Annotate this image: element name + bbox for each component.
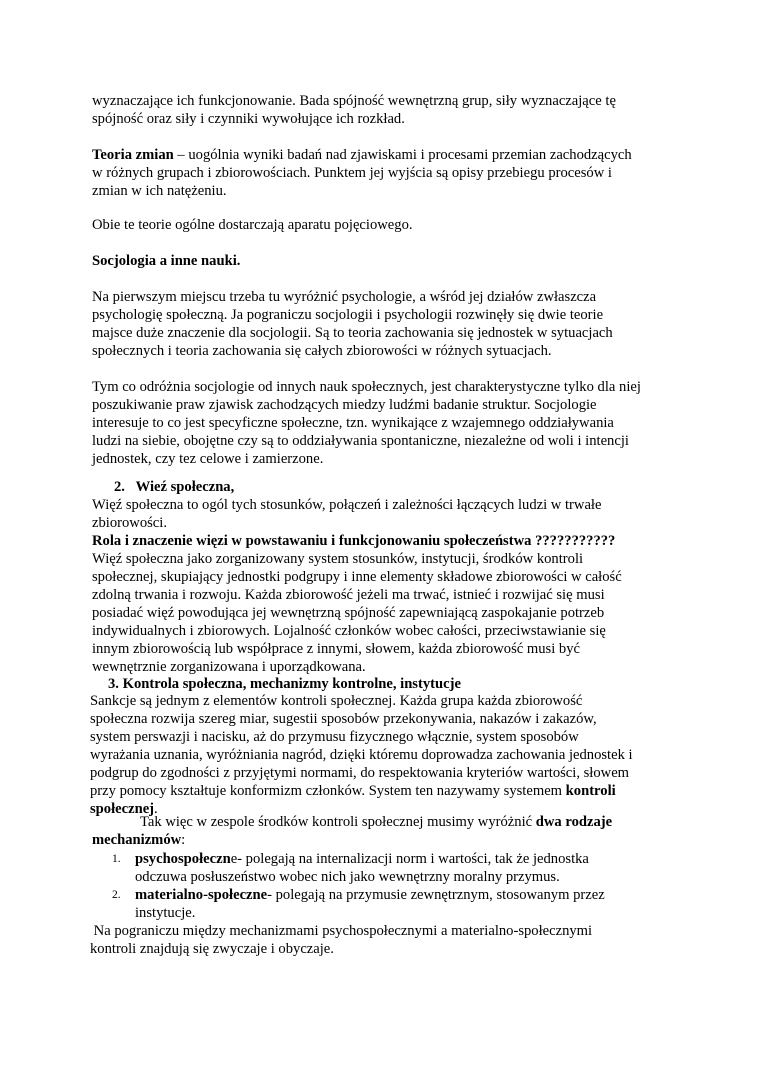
paragraph-sanctions xyxy=(90,692,675,818)
paragraph-two-mechanisms xyxy=(92,813,672,849)
text-line: system perswazji i nacisku, aż do przymusu fizycznego włącznie, system sposobów xyxy=(90,729,579,745)
term-dwa-rodzaje: dwa rodzaje xyxy=(535,814,613,830)
list-number: 1. xyxy=(112,853,121,865)
text-line: Tym co odróżnia socjologie od innych nauk społecznych, jest charakterystyczne tylko dla niej xyxy=(92,379,641,395)
text-line: wyznaczające ich funkcjonowanie. Bada spójność wewnętrzną grup, siły wyznaczające tę xyxy=(92,93,616,109)
text-line: wyrażania uznania, wyróżniania nagród, dzięki któremu doprowadza zachowania jednostek i xyxy=(90,747,633,763)
paragraph-group-cohesion xyxy=(92,92,672,128)
section-heading: Socjologia a inne nauki. xyxy=(92,253,241,269)
text-line: podgrup do zgodności z przyjętymi normami, do respektowania kryteriów wartości, słowem xyxy=(90,765,630,781)
text-line: spójność oraz siły i czynniki wywołujące ich rozkład. xyxy=(92,111,405,127)
text-line: ludzi na siebie, obojętne czy są to oddziaływania spontaniczne, niezależne od woli i intencji xyxy=(92,433,629,449)
text-line: zbiorowości. xyxy=(92,515,167,531)
text-line: Teoria zmian – uogólnia wyniki badań nad zjawiskami i procesami przemian zachodzących xyxy=(92,147,632,163)
text-line: społecznej. xyxy=(90,801,158,817)
text-line: Obie te teorie ogólne dostarczają aparatu pojęciowego. xyxy=(92,217,413,233)
term-teoria-zmian: Teoria zmian xyxy=(92,147,174,163)
term-psychospoleczne: psychospołeczn xyxy=(135,851,231,867)
list-text: psychospołeczne- polegają na internalizacji norm i wartości, tak że jednostka odczuwa posłuszeństwo wobec nich jako wewnętrzny moralny przymus. xyxy=(135,851,589,885)
text-line: społecznej, skupiający jednostki podgrupy i inne elementy składowe zbiorowości w całość xyxy=(92,569,622,585)
section-heading: 2. Wieź społeczna, xyxy=(114,479,235,495)
paragraph-theory-of-change xyxy=(92,146,672,200)
section-heading: 3. Kontrola społeczna, mechanizmy kontrolne, instytucje xyxy=(108,676,461,692)
text-line: społecznych i teoria zachowania się całych zbiorowości w różnych sytuacjach. xyxy=(92,343,552,359)
text-line: zdolną trwania i rozwoju. Każda zbiorowość jeżeli ma trwać, istnieć i rozwijać się musi xyxy=(92,587,605,603)
text-line: wewnętrznie zorganizowana i uporządkowana. xyxy=(92,659,366,675)
text-line: interesuje to co jest specyficzne społeczne, tzn. wynikające z wzajemnego oddziaływania xyxy=(92,415,614,431)
term-kontroli: kontroli xyxy=(565,783,616,799)
text-line: Na pograniczu między mechanizmami psychospołecznymi a materialno-społecznymi xyxy=(90,923,593,939)
text-line: innym zbiorowością lub współprace z innymi, słowem, każda zbiorowość musi być xyxy=(92,641,580,657)
list-item xyxy=(92,886,672,922)
text-line: Tak więc w zespole środków kontroli społecznej musimy wyróżnić dwa rodzaje xyxy=(140,814,613,830)
section-heading: Rola i znaczenie więzi w powstawaniu i funkcjonowaniu społeczeństwa ??????????? xyxy=(92,533,616,549)
text-line: jednostek, czy tez celowe i zamierzone. xyxy=(92,451,324,467)
term-mechanizmow: mechanizmów xyxy=(92,832,182,848)
text-line: zmian w ich natężeniu. xyxy=(92,183,227,199)
paragraph-bond-system xyxy=(92,550,672,676)
text-line: poszukiwanie praw zjawisk zachodzących miedzy ludźmi badanie struktur. Socjologie xyxy=(92,397,597,413)
text-line: indywidualnych i zbiorowych. Lojalność członków wobec całości, przeciwstawianie się xyxy=(92,623,606,639)
text-line: społeczna rozwija szereg miar, sugestii sposobów przekonywania, nakazów i zakazów, xyxy=(90,711,597,727)
list-text: materialno-społeczne- polegają na przymusie zewnętrznym, stosowanym przez instytucje. xyxy=(135,887,605,921)
text-line: w różnych grupach i zbiorowościach. Punktem jej wyjścia są opisy przebiegu procesów i xyxy=(92,165,612,181)
paragraph-conceptual-apparatus xyxy=(92,216,672,234)
heading-social-control xyxy=(108,675,688,693)
text-line: psychologię społeczną. Ja pograniczu socjologii i psychologii rozwinęły się dwie teorie xyxy=(92,307,604,323)
text-line: mechanizmów: xyxy=(92,832,186,848)
heading-role-of-bonds xyxy=(92,532,672,550)
list-item xyxy=(92,850,672,886)
heading-sociology-other-sciences xyxy=(92,252,672,270)
paragraph-psychology xyxy=(92,288,672,360)
text-line: Więź społeczna jako zorganizowany system stosunków, instytucji, środków kontroli xyxy=(92,551,584,567)
text-line: posiadać więź powodująca jej wewnętrzną spójność zapewniającą zaspokajanie potrzeb xyxy=(92,605,605,621)
term-spolecznej: społecznej xyxy=(90,801,155,817)
text-line: kontroli znajdują się zwyczaje i obyczaje. xyxy=(90,941,334,957)
list-number: 2. xyxy=(112,889,121,901)
text-line: Więź społeczna to ogól tych stosunków, połączeń i zależności łączących ludzi w trwałe xyxy=(92,497,602,513)
heading-social-bond xyxy=(114,478,694,496)
text-line: przy pomocy kształtuje konformizm członków. System ten nazywamy systemem kontroli xyxy=(90,783,616,799)
term-materialno-spoleczne: materialno-społeczne xyxy=(135,887,268,903)
text-line: Na pierwszym miejscu trzeba tu wyróżnić psychologie, a wśród jej działów zwłaszcza xyxy=(92,289,597,305)
paragraph-bond-definition xyxy=(92,496,672,532)
text-line: majsce duże znaczenie dla socjologii. Są to teoria zachowania się jednostek w sytuacjach xyxy=(92,325,613,341)
text-line: Sankcje są jednym z elementów kontroli społecznej. Każda grupa każda zbiorowość xyxy=(90,693,583,709)
paragraph-sociology-distinction xyxy=(92,378,672,468)
paragraph-customs xyxy=(90,922,670,958)
